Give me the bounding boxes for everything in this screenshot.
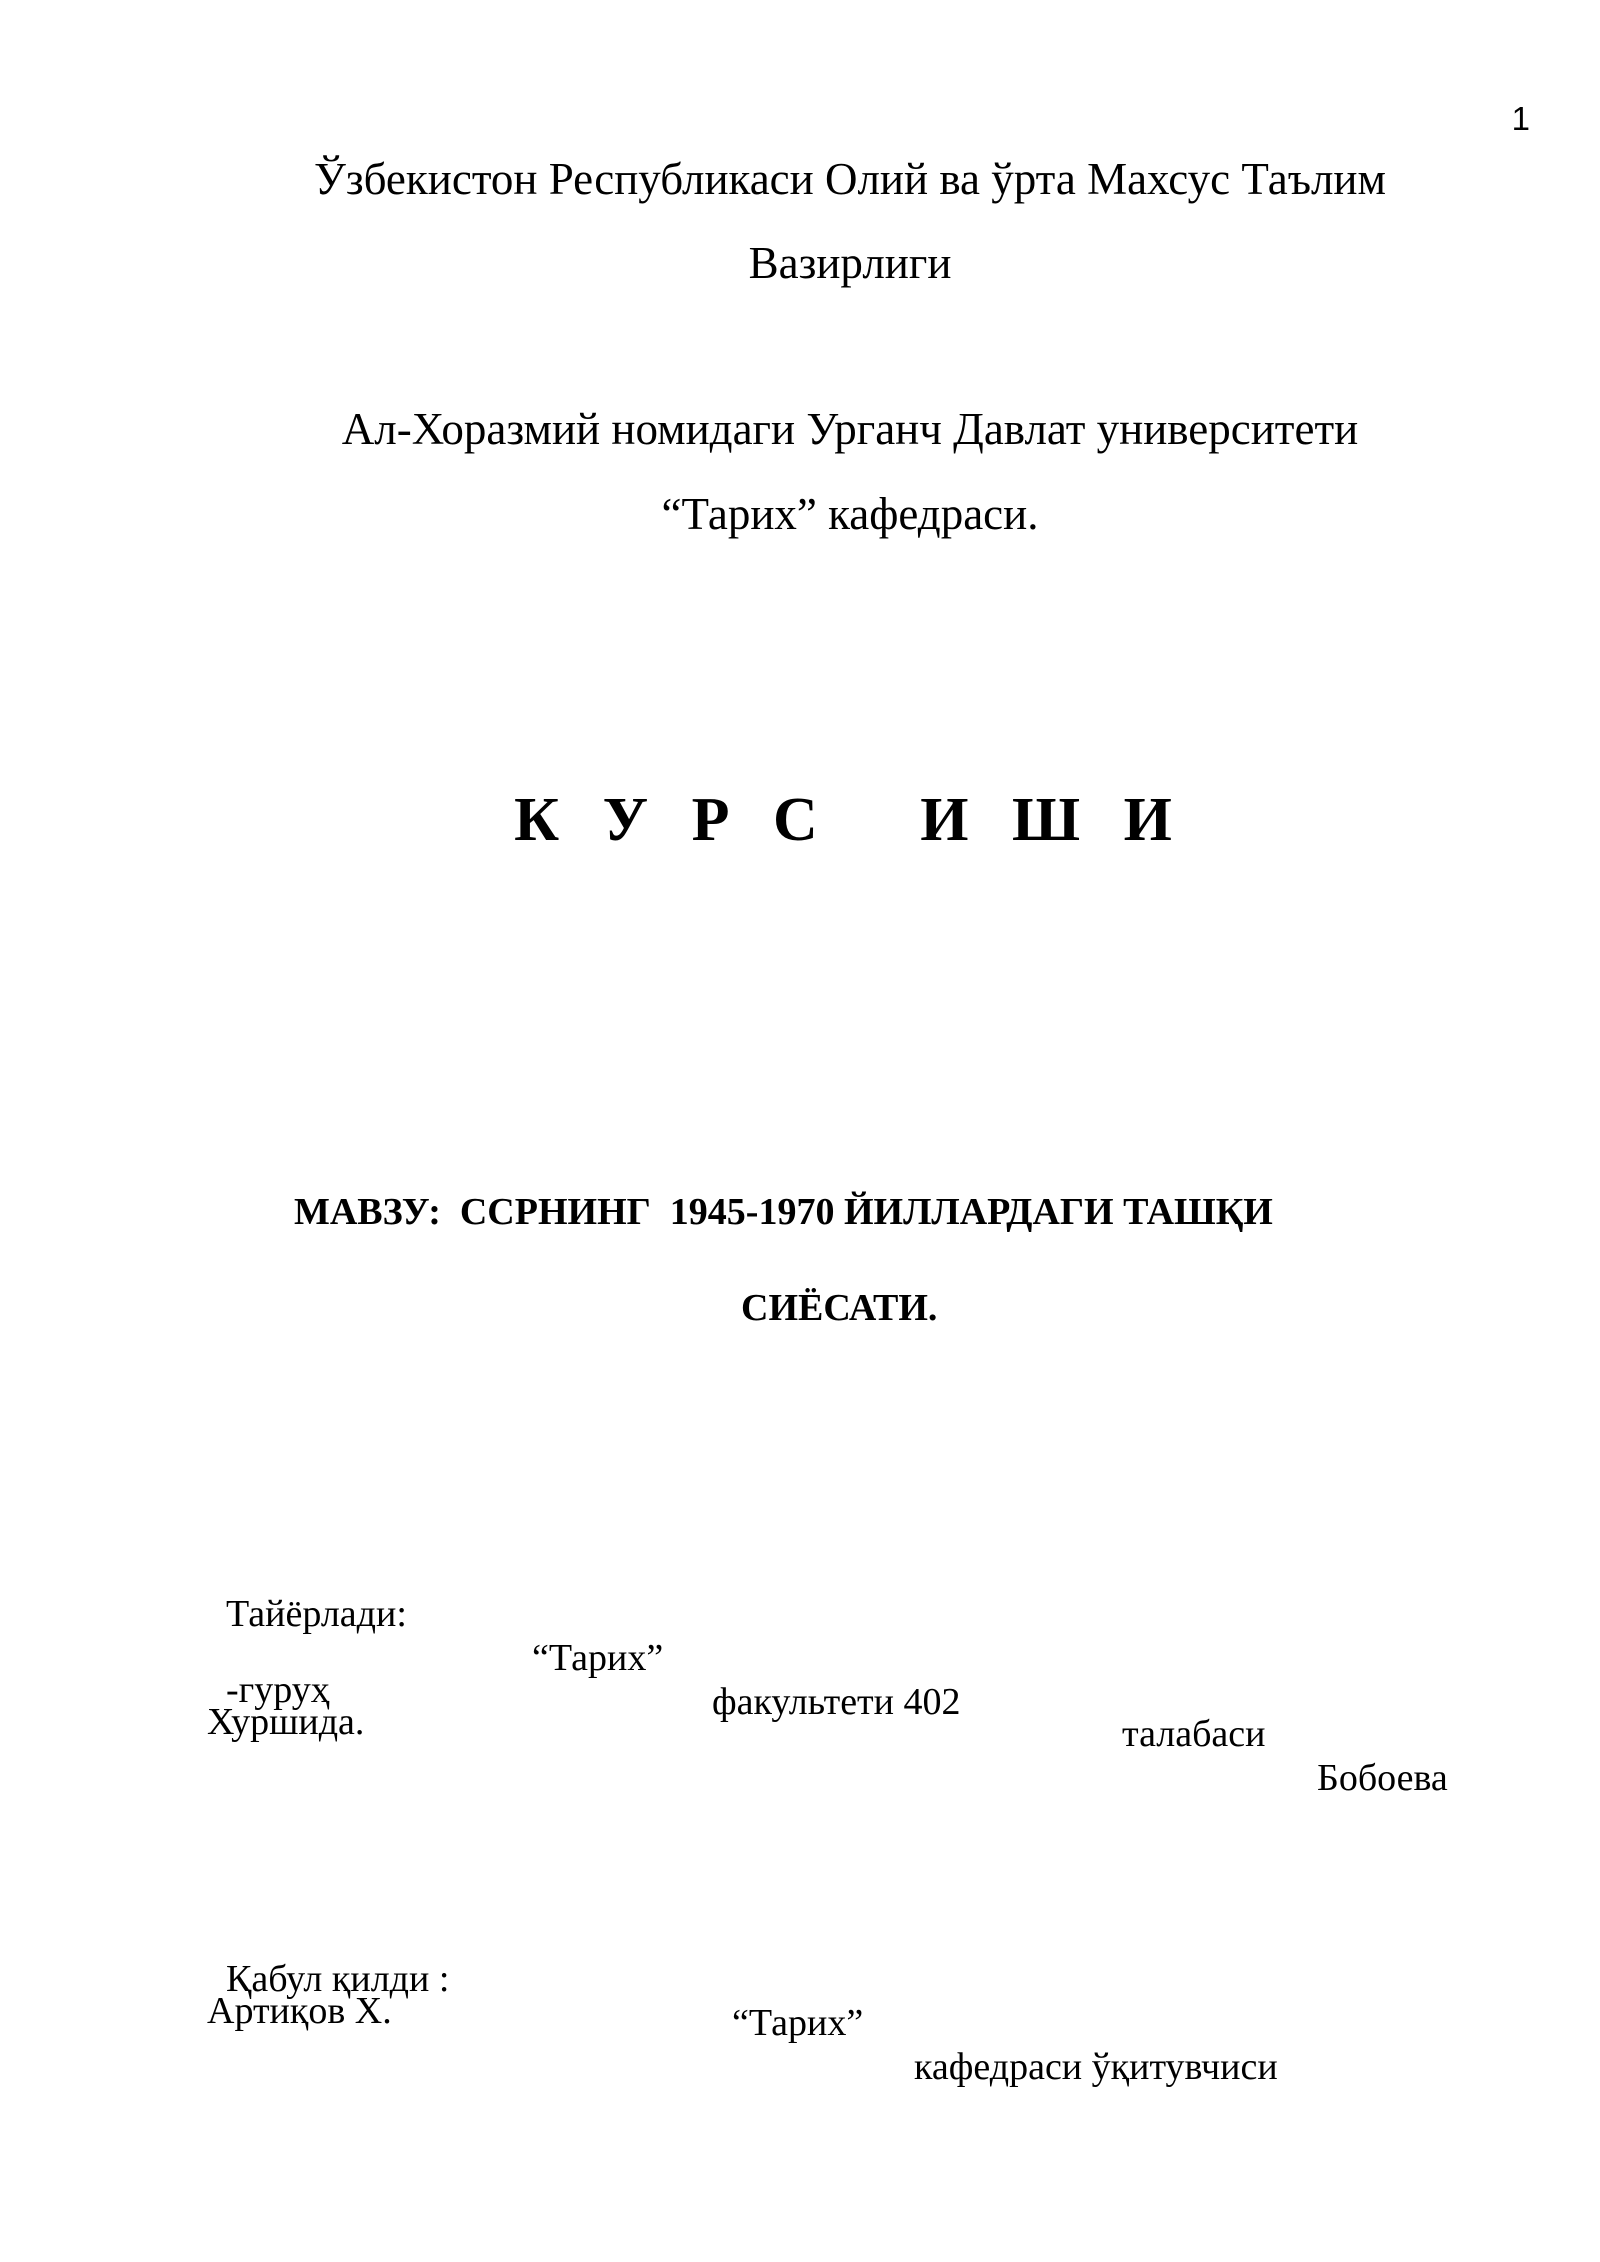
prepared-group: -гуруҳ xyxy=(226,1669,330,1711)
prepared-name: Хуршида. xyxy=(207,1701,365,1743)
page-number: 1 xyxy=(1511,100,1530,137)
ministry-line-2: Вазирлиги xyxy=(748,238,952,288)
prepared-faculty-rest: факультети 402 xyxy=(712,1681,961,1723)
university-name: Ал-Хоразмий номидаги Урганч Давлат университети xyxy=(341,404,1359,454)
prepared-faculty: “Тарих” xyxy=(532,1637,664,1679)
prepared-student-word: талабаси xyxy=(1122,1713,1266,1755)
accepted-dept: “Тарих” xyxy=(732,2002,864,2044)
accepted-label: Қабул қилди : xyxy=(226,1958,450,2000)
ministry-line-1: Ўзбекистон Республикаси Олий ва ўрта Махсус Таълим xyxy=(313,154,1386,204)
accepted-teacher: Артиқов Х. xyxy=(207,1990,392,2032)
topic-block xyxy=(275,1140,1273,1380)
prepared-label: Тайёрлади: xyxy=(226,1593,407,1635)
department-name: “Тарих” кафедраси. xyxy=(661,489,1039,539)
topic-line-2: СИЁСАТИ. xyxy=(741,1287,938,1329)
document-title: К У Р С И Ш И xyxy=(514,786,1186,854)
prepared-surname: Бобоева xyxy=(1317,1757,1448,1799)
accepted-dept-rest: кафедраси ўқитувчиси xyxy=(914,2046,1278,2088)
topic-line-1: МАВЗУ: ССРНИНГ 1945-1970 ЙИЛЛАРДАГИ ТАШҚИ xyxy=(294,1191,1273,1233)
